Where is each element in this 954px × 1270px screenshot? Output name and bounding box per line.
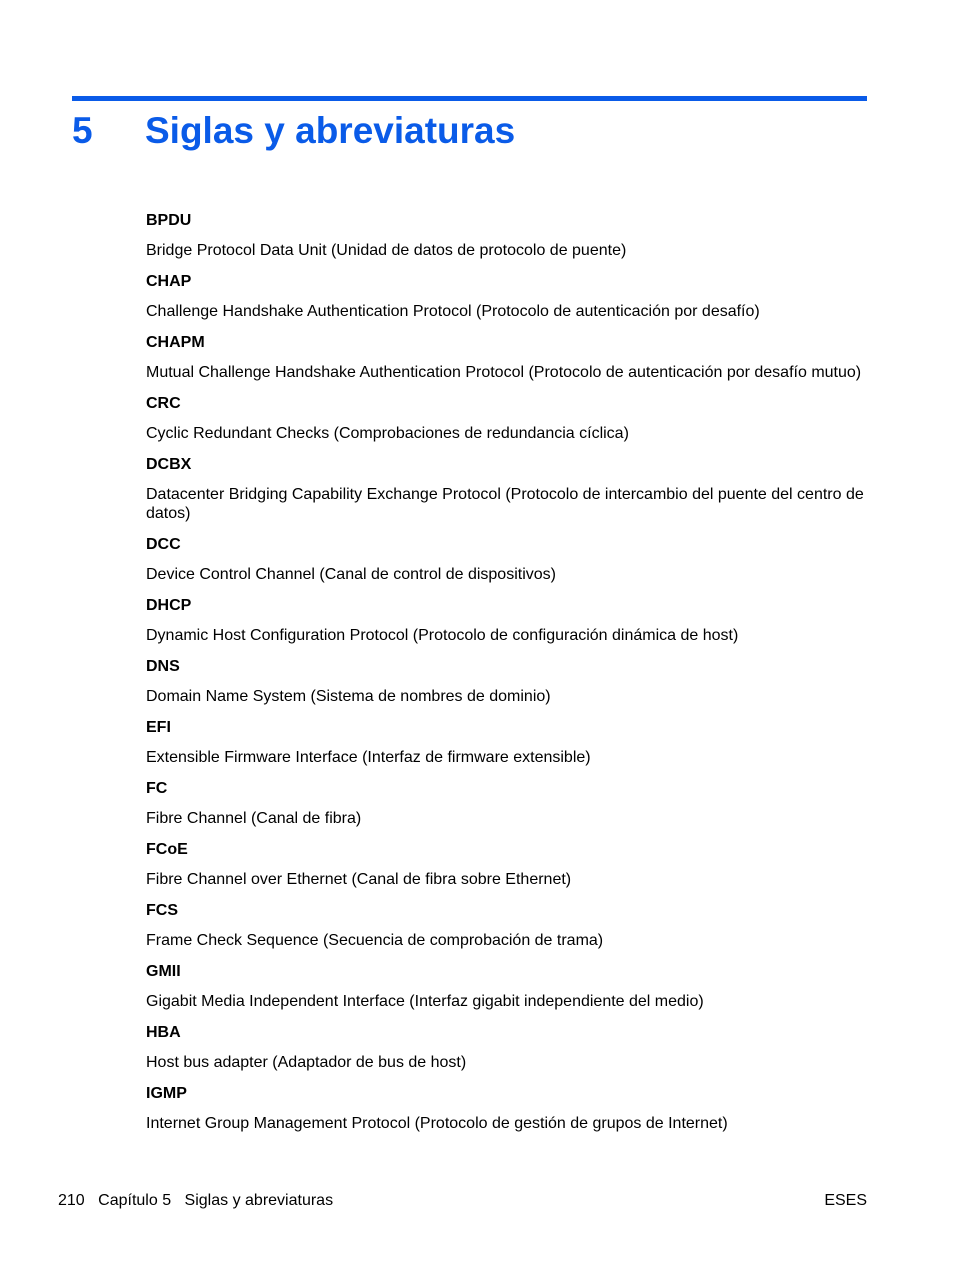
glossary-definition: Dynamic Host Configuration Protocol (Protocolo de configuración dinámica de host) [146,627,739,644]
glossary-term: DHCP [146,597,192,614]
glossary-definition: Frame Check Sequence (Secuencia de comprobación de trama) [146,932,604,949]
chapter-title: Siglas y abreviaturas [145,110,516,151]
glossary-definition: Cyclic Redundant Checks (Comprobaciones de redundancia cíclica) [146,425,629,442]
glossary-definition: Internet Group Management Protocol (Protocolo de gestión de grupos de Internet) [146,1115,728,1132]
chapter-heading [72,106,515,156]
glossary-term: DCC [146,536,181,553]
glossary-definition: Domain Name System (Sistema de nombres de dominio) [146,688,551,705]
glossary-term: DCBX [146,456,192,473]
glossary-term: FC [146,780,168,797]
glossary-definition: Host bus adapter (Adaptador de bus de host) [146,1054,467,1071]
glossary-term: GMII [146,963,181,980]
chapter-rule [72,96,867,101]
glossary-term: FCS [146,902,178,919]
glossary-definition: Mutual Challenge Handshake Authentication Protocol (Protocolo de autenticación por desafío mutuo) [146,364,862,381]
glossary-term: FCoE [146,841,188,858]
chapter-number: 5 [72,110,93,151]
footer-locale: ESES [824,1192,867,1209]
page-footer [58,1191,867,1211]
glossary-definition: Datacenter Bridging Capability Exchange Protocol (Protocolo de intercambio del puente del centro de datos) [146,486,864,522]
glossary-term: IGMP [146,1085,187,1102]
glossary-term: DNS [146,658,180,675]
glossary-term: EFI [146,719,171,736]
glossary-term: CHAPM [146,334,205,351]
footer-left [58,1191,333,1211]
glossary-term: CHAP [146,273,192,290]
acronym-glossary [146,210,868,1144]
glossary-term: HBA [146,1024,181,1041]
glossary-definition: Challenge Handshake Authentication Protocol (Protocolo de autenticación por desafío) [146,303,760,320]
glossary-definition: Gigabit Media Independent Interface (Interfaz gigabit independiente del medio) [146,993,704,1010]
glossary-term: BPDU [146,212,192,229]
page-number: 210 [58,1192,85,1209]
glossary-definition: Device Control Channel (Canal de control de dispositivos) [146,566,556,583]
footer-chapter-label: Capítulo 5 [98,1192,172,1209]
glossary-definition: Fibre Channel (Canal de fibra) [146,810,362,827]
glossary-term: CRC [146,395,181,412]
glossary-definition: Bridge Protocol Data Unit (Unidad de datos de protocolo de puente) [146,242,627,259]
footer-chapter-title: Siglas y abreviaturas [184,1192,334,1209]
glossary-definition: Fibre Channel over Ethernet (Canal de fibra sobre Ethernet) [146,871,572,888]
glossary-definition: Extensible Firmware Interface (Interfaz de firmware extensible) [146,749,591,766]
